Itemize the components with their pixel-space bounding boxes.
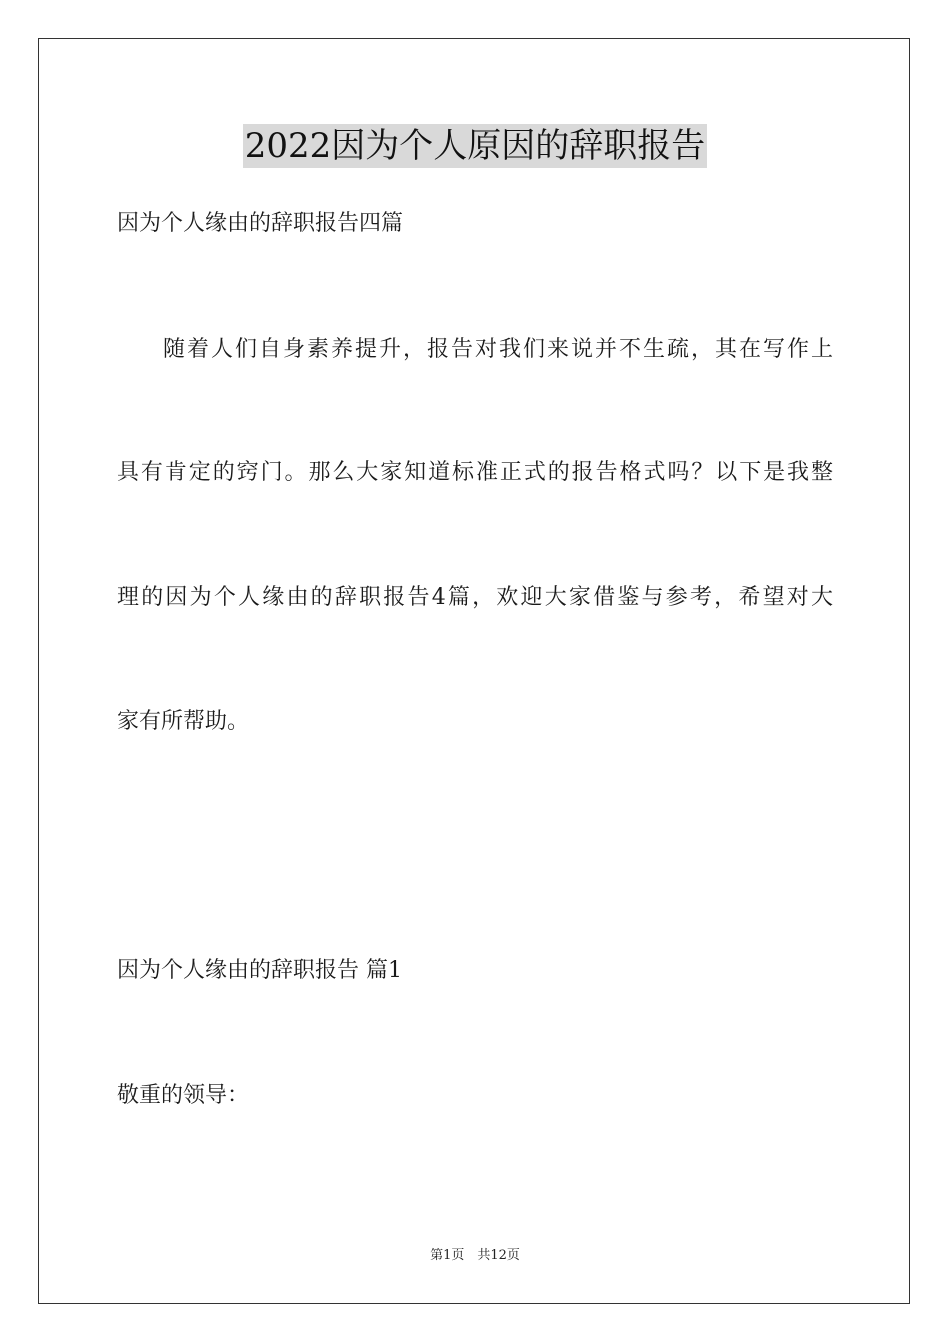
page-number-label: 第1页 共12页	[430, 1248, 520, 1263]
title-container	[0, 124, 950, 168]
document-title: 2022因为个人原因的辞职报告	[244, 126, 706, 166]
section-heading: 因为个人缘由的辞职报告 篇1	[117, 958, 402, 983]
salutation: 敬重的领导：	[117, 1083, 250, 1108]
intro-line-3: 理的因为个人缘由的辞职报告4篇，欢迎大家借鉴与参考，希望对大	[117, 585, 833, 610]
page-footer	[0, 1247, 950, 1265]
intro-line-4: 家有所帮助。	[117, 709, 250, 734]
intro-line-2: 具有肯定的窍门。那么大家知道标准正式的报告格式吗？以下是我整	[117, 460, 833, 485]
intro-line-1: 随着人们自身素养提升，报告对我们来说并不生疏，其在写作上	[163, 337, 833, 362]
document-subtitle: 因为个人缘由的辞职报告四篇	[117, 211, 404, 236]
